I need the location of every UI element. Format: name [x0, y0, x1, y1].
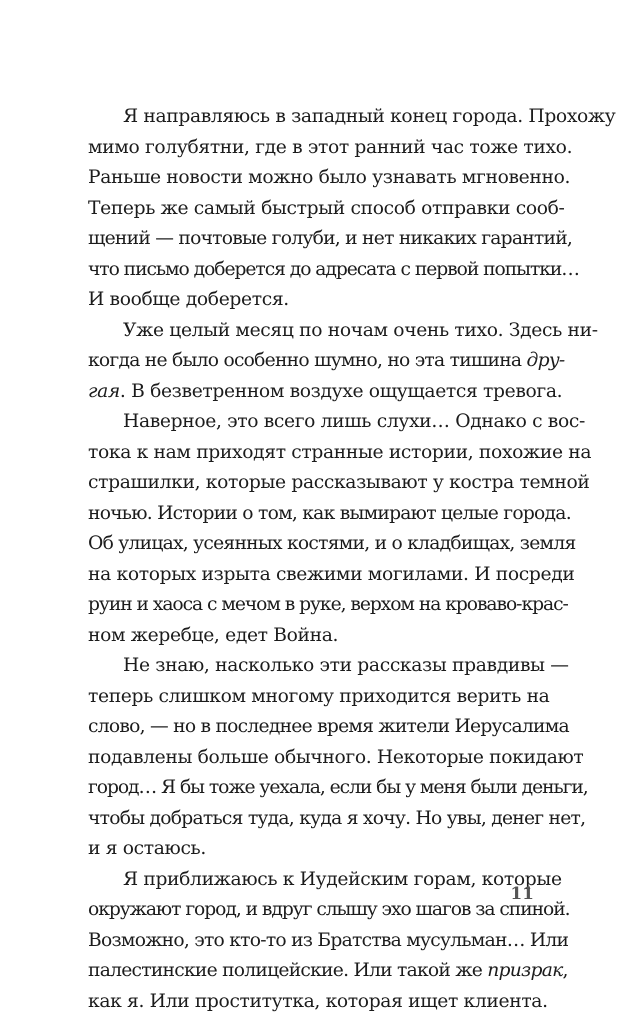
paragraph [88, 102, 534, 316]
text-line: Наверное, это всего лишь слухи… Однако с вос- [88, 407, 534, 438]
text-line: страшилки, которые рассказывают у костра темной [88, 468, 534, 499]
text-line: Раньше новости можно было узнавать мгновенно. [88, 163, 534, 194]
paragraph [88, 651, 534, 865]
text-line: Возможно, это кто-то из Братства мусульман… Или [88, 926, 534, 957]
text-line [88, 956, 534, 987]
body-text [88, 102, 534, 1017]
text-line: слово, — но в последнее время жители Иерусалима [88, 712, 534, 743]
text-run: когда не было особенно шумно, но эта тишина [88, 350, 527, 371]
text-line: Я направляюсь в западный конец города. Прохожу [88, 102, 534, 133]
text-line: ном жеребце, едет Война. [88, 621, 534, 652]
text-line: подавлены больше обычного. Некоторые покидают [88, 743, 534, 774]
text-line: чтобы добраться туда, куда я хочу. Но увы, денег нет, [88, 804, 534, 835]
text-line: что письмо доберется до адресата с первой попытки… [88, 255, 534, 286]
text-line: ночью. Истории о том, как вымирают целые города. [88, 499, 534, 530]
text-line: окружают город, и вдруг слышу эхо шагов за спиной. [88, 895, 534, 926]
text-line: И вообще доберется. [88, 285, 534, 316]
italic-text: призрак [487, 960, 562, 981]
text-run: Уже целый месяц по ночам очень тихо. Здесь ни- [123, 320, 598, 341]
text-line: на которых изрыта свежими могилами. И посреди [88, 560, 534, 591]
text-line: Я приближаюсь к Иудейским горам, которые [88, 865, 534, 896]
text-line: Об улицах, усеянных костями, и о кладбищах, земля [88, 529, 534, 560]
text-line: Теперь же самый быстрый способ отправки сооб- [88, 194, 534, 225]
page-number: 11 [484, 884, 534, 904]
italic-text: дру- [527, 350, 565, 371]
text-line [88, 377, 534, 408]
text-run: , [563, 960, 568, 981]
text-line: Не знаю, насколько эти рассказы правдивы — [88, 651, 534, 682]
text-line: город… Я бы тоже уехала, если бы у меня были деньги, [88, 773, 534, 804]
text-run: палестинские полицейские. Или такой же [88, 960, 487, 981]
text-line: руин и хаоса с мечом в руке, верхом на кроваво-крас- [88, 590, 534, 621]
paragraph [88, 865, 534, 1017]
text-line: теперь слишком многому приходится верить на [88, 682, 534, 713]
text-line [88, 346, 534, 377]
text-line: как я. Или проститутка, которая ищет клиента. [88, 987, 534, 1017]
text-line: щений — почтовые голуби, и нет никаких гарантий, [88, 224, 534, 255]
italic-text: гая [88, 381, 120, 402]
text-line: и я остаюсь. [88, 834, 534, 865]
paragraph [88, 316, 534, 408]
paragraph [88, 407, 534, 651]
text-line: тока к нам приходят странные истории, похожие на [88, 438, 534, 469]
text-line: мимо голубятни, где в этот ранний час тоже тихо. [88, 133, 534, 164]
text-line [88, 316, 534, 347]
text-run: . В безветренном воздухе ощущается тревога. [120, 381, 562, 402]
